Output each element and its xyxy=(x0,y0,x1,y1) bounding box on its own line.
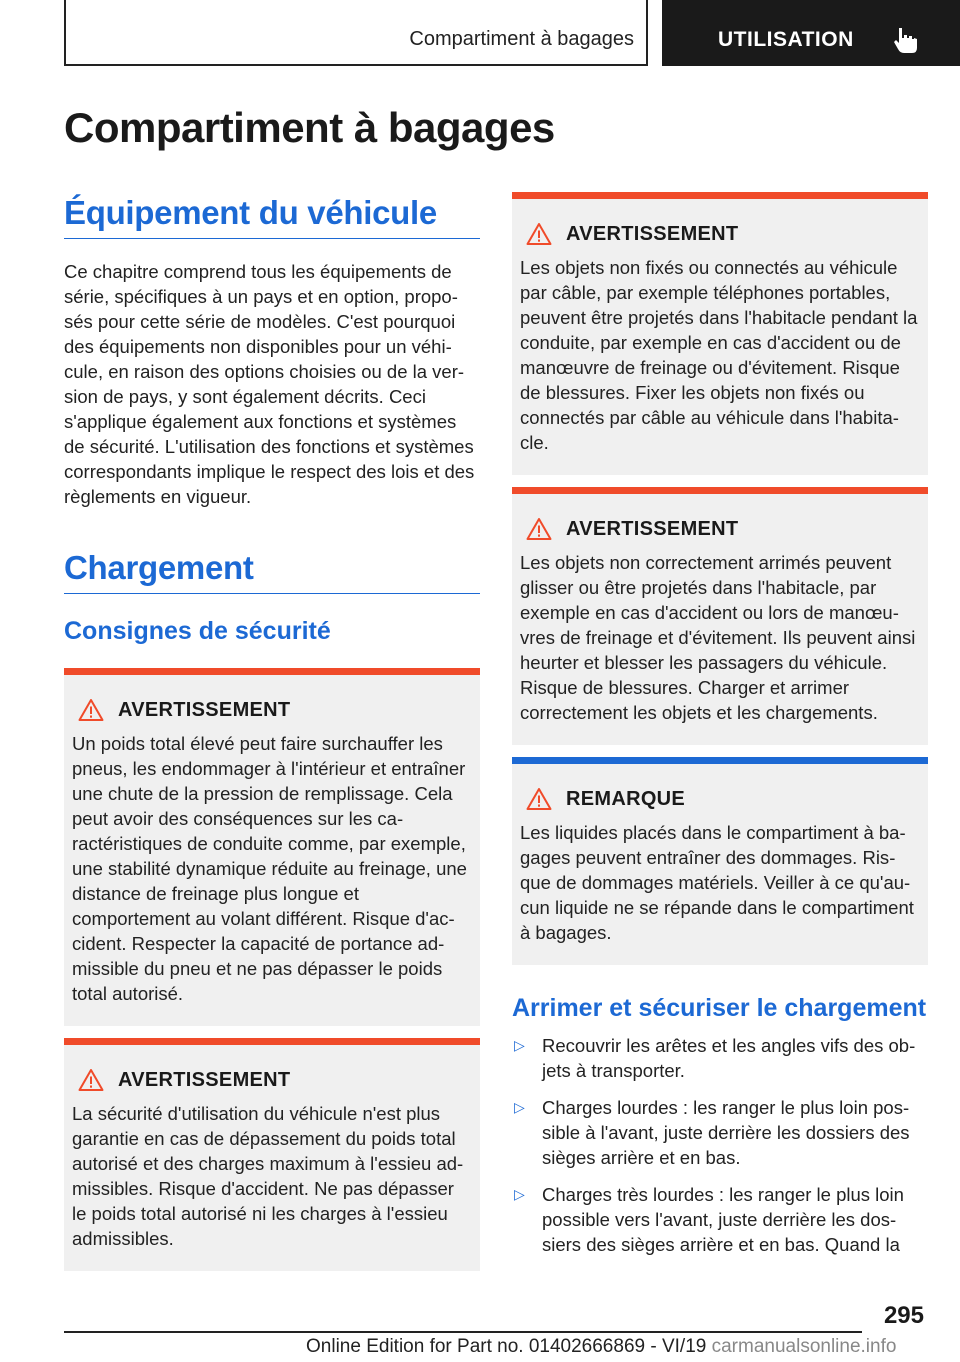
notice-header xyxy=(520,784,920,814)
notice-text: Les liquides placés dans le compartiment à bagages peuvent entraîner des dommages. Risque de dommages matériels. Veiller à ce qu'aucun liquide ne se répande dans le compartiment à bagages. xyxy=(520,822,914,943)
notice-header xyxy=(520,514,920,544)
warning-triangle-icon xyxy=(526,517,552,541)
equipment-heading: Équipement du véhicule xyxy=(64,192,480,239)
safety-heading: Consignes de sécurité xyxy=(64,617,331,645)
triangle-bullet-icon: ▷ xyxy=(514,1037,525,1053)
triangle-bullet-icon: ▷ xyxy=(514,1186,525,1202)
notice-text: La sécurité d'utilisation du véhicule n'est plus garantie en cas de dépassement du poids total autorisé et des charges maximum à l'essieu admissibles. Risque d'accident. Ne pas dépasser le poids total autorisé ni les charges à l'essieu admissibles. xyxy=(72,1103,464,1249)
footer-watermark[interactable]: carmanualsonline.info xyxy=(711,1336,897,1357)
footer-edition: Online Edition for Part no. 01402666869 - VI/19 xyxy=(306,1336,707,1357)
notice-header xyxy=(72,695,472,725)
page-number: 295 xyxy=(883,1302,924,1329)
notice-text: Un poids total élevé peut faire surchauffer les pneus, les endommager à l'intérieur et entraîner une chute de la pression de remplissage. Cela peut avoir des conséquences sur les caractéristiques de conduite comme, par exemple, une stabilité dynamique réduite au freinage, une distance de freinage plus longue et comportement au volant différent. Risque d'accident. Respecter la capacité de portance admissible du pneu et ne pas dépasser le poids total autorisé. xyxy=(72,733,467,1004)
notice-header xyxy=(520,219,920,249)
left-column xyxy=(64,192,480,1271)
triangle-bullet-icon: ▷ xyxy=(514,1099,525,1115)
pointing-hand-icon xyxy=(893,26,919,54)
warning-notice xyxy=(512,487,928,745)
notice-title: AVERTISSEMENT xyxy=(566,517,739,540)
securing-heading: Arrimer et sécuriser le chargement xyxy=(512,994,927,1022)
list-item xyxy=(512,1033,928,1083)
notice-text: Les objets non correctement arrimés peuvent glisser ou être projetés dans l'habitacle, par exemple en cas d'accident ou lors de manœuvres de freinage et d'évitement. Ils peuvent ainsi heurter et blesser les passagers du véhicule. Risque de blessures. Charger et arrimer correctement les objets et les chargements. xyxy=(520,552,916,723)
list-item-text: Charges lourdes : les ranger le plus loin possible à l'avant, juste derrière les dossiers des sièges arrière et en bas. xyxy=(542,1097,910,1168)
right-column xyxy=(512,192,928,1269)
notice-header xyxy=(72,1065,472,1095)
header-chapter-label: UTILISATION xyxy=(718,28,854,51)
header-section-title: Compartiment à bagages xyxy=(409,28,634,50)
warning-notice xyxy=(64,1038,480,1271)
loading-heading: Chargement xyxy=(64,547,480,594)
warning-triangle-icon xyxy=(526,787,552,811)
warning-notice xyxy=(64,668,480,1026)
notice-text: Les objets non fixés ou connectés au véhicule par câble, par exemple téléphones portables, peuvent être projetés dans l'habitacle pendant la conduite, par exemple en cas d'accident ou de manœuvre de freinage ou d'évitement. Risque de blessures. Fixer les objets non fixés ou connectés par câble au véhicule dans l'habitacle. xyxy=(520,257,918,453)
notice-title: AVERTISSEMENT xyxy=(118,698,291,721)
footer xyxy=(306,1336,896,1358)
warning-triangle-icon xyxy=(78,1068,104,1092)
equipment-text: Ce chapitre comprend tous les équipements de série, spécifiques à un pays et en option, proposés pour cette série de modèles. C'est pourquoi des équipements non disponibles pour un véhicule, en raison des options choisies ou de la version de pays, y sont également décrits. Ceci s'applique également aux fonctions et systèmes de sécurité. L'utilisation des fonctions et systèmes correspondants implique le respect des lois et des règlements en vigueur. xyxy=(64,261,475,507)
warning-triangle-icon xyxy=(78,698,104,722)
notice-title: AVERTISSEMENT xyxy=(118,1068,291,1091)
securing-list xyxy=(512,1033,928,1257)
note-notice xyxy=(512,757,928,965)
list-item xyxy=(512,1095,928,1170)
list-item-text: Charges très lourdes : les ranger le plus loin possible vers l'avant, juste derrière les dossiers des sièges arrière et en bas. Quand la xyxy=(542,1184,904,1255)
warning-triangle-icon xyxy=(526,222,552,246)
header-chapter-tab[interactable] xyxy=(662,0,960,66)
list-item xyxy=(512,1182,928,1257)
footer-divider xyxy=(64,1331,862,1333)
warning-notice xyxy=(512,192,928,475)
page-title: Compartiment à bagages xyxy=(64,104,555,151)
header-section-box xyxy=(64,0,648,66)
list-item-text: Recouvrir les arêtes et les angles vifs des objets à transporter. xyxy=(542,1035,916,1081)
notice-title: REMARQUE xyxy=(566,787,686,810)
notice-title: AVERTISSEMENT xyxy=(566,222,739,245)
